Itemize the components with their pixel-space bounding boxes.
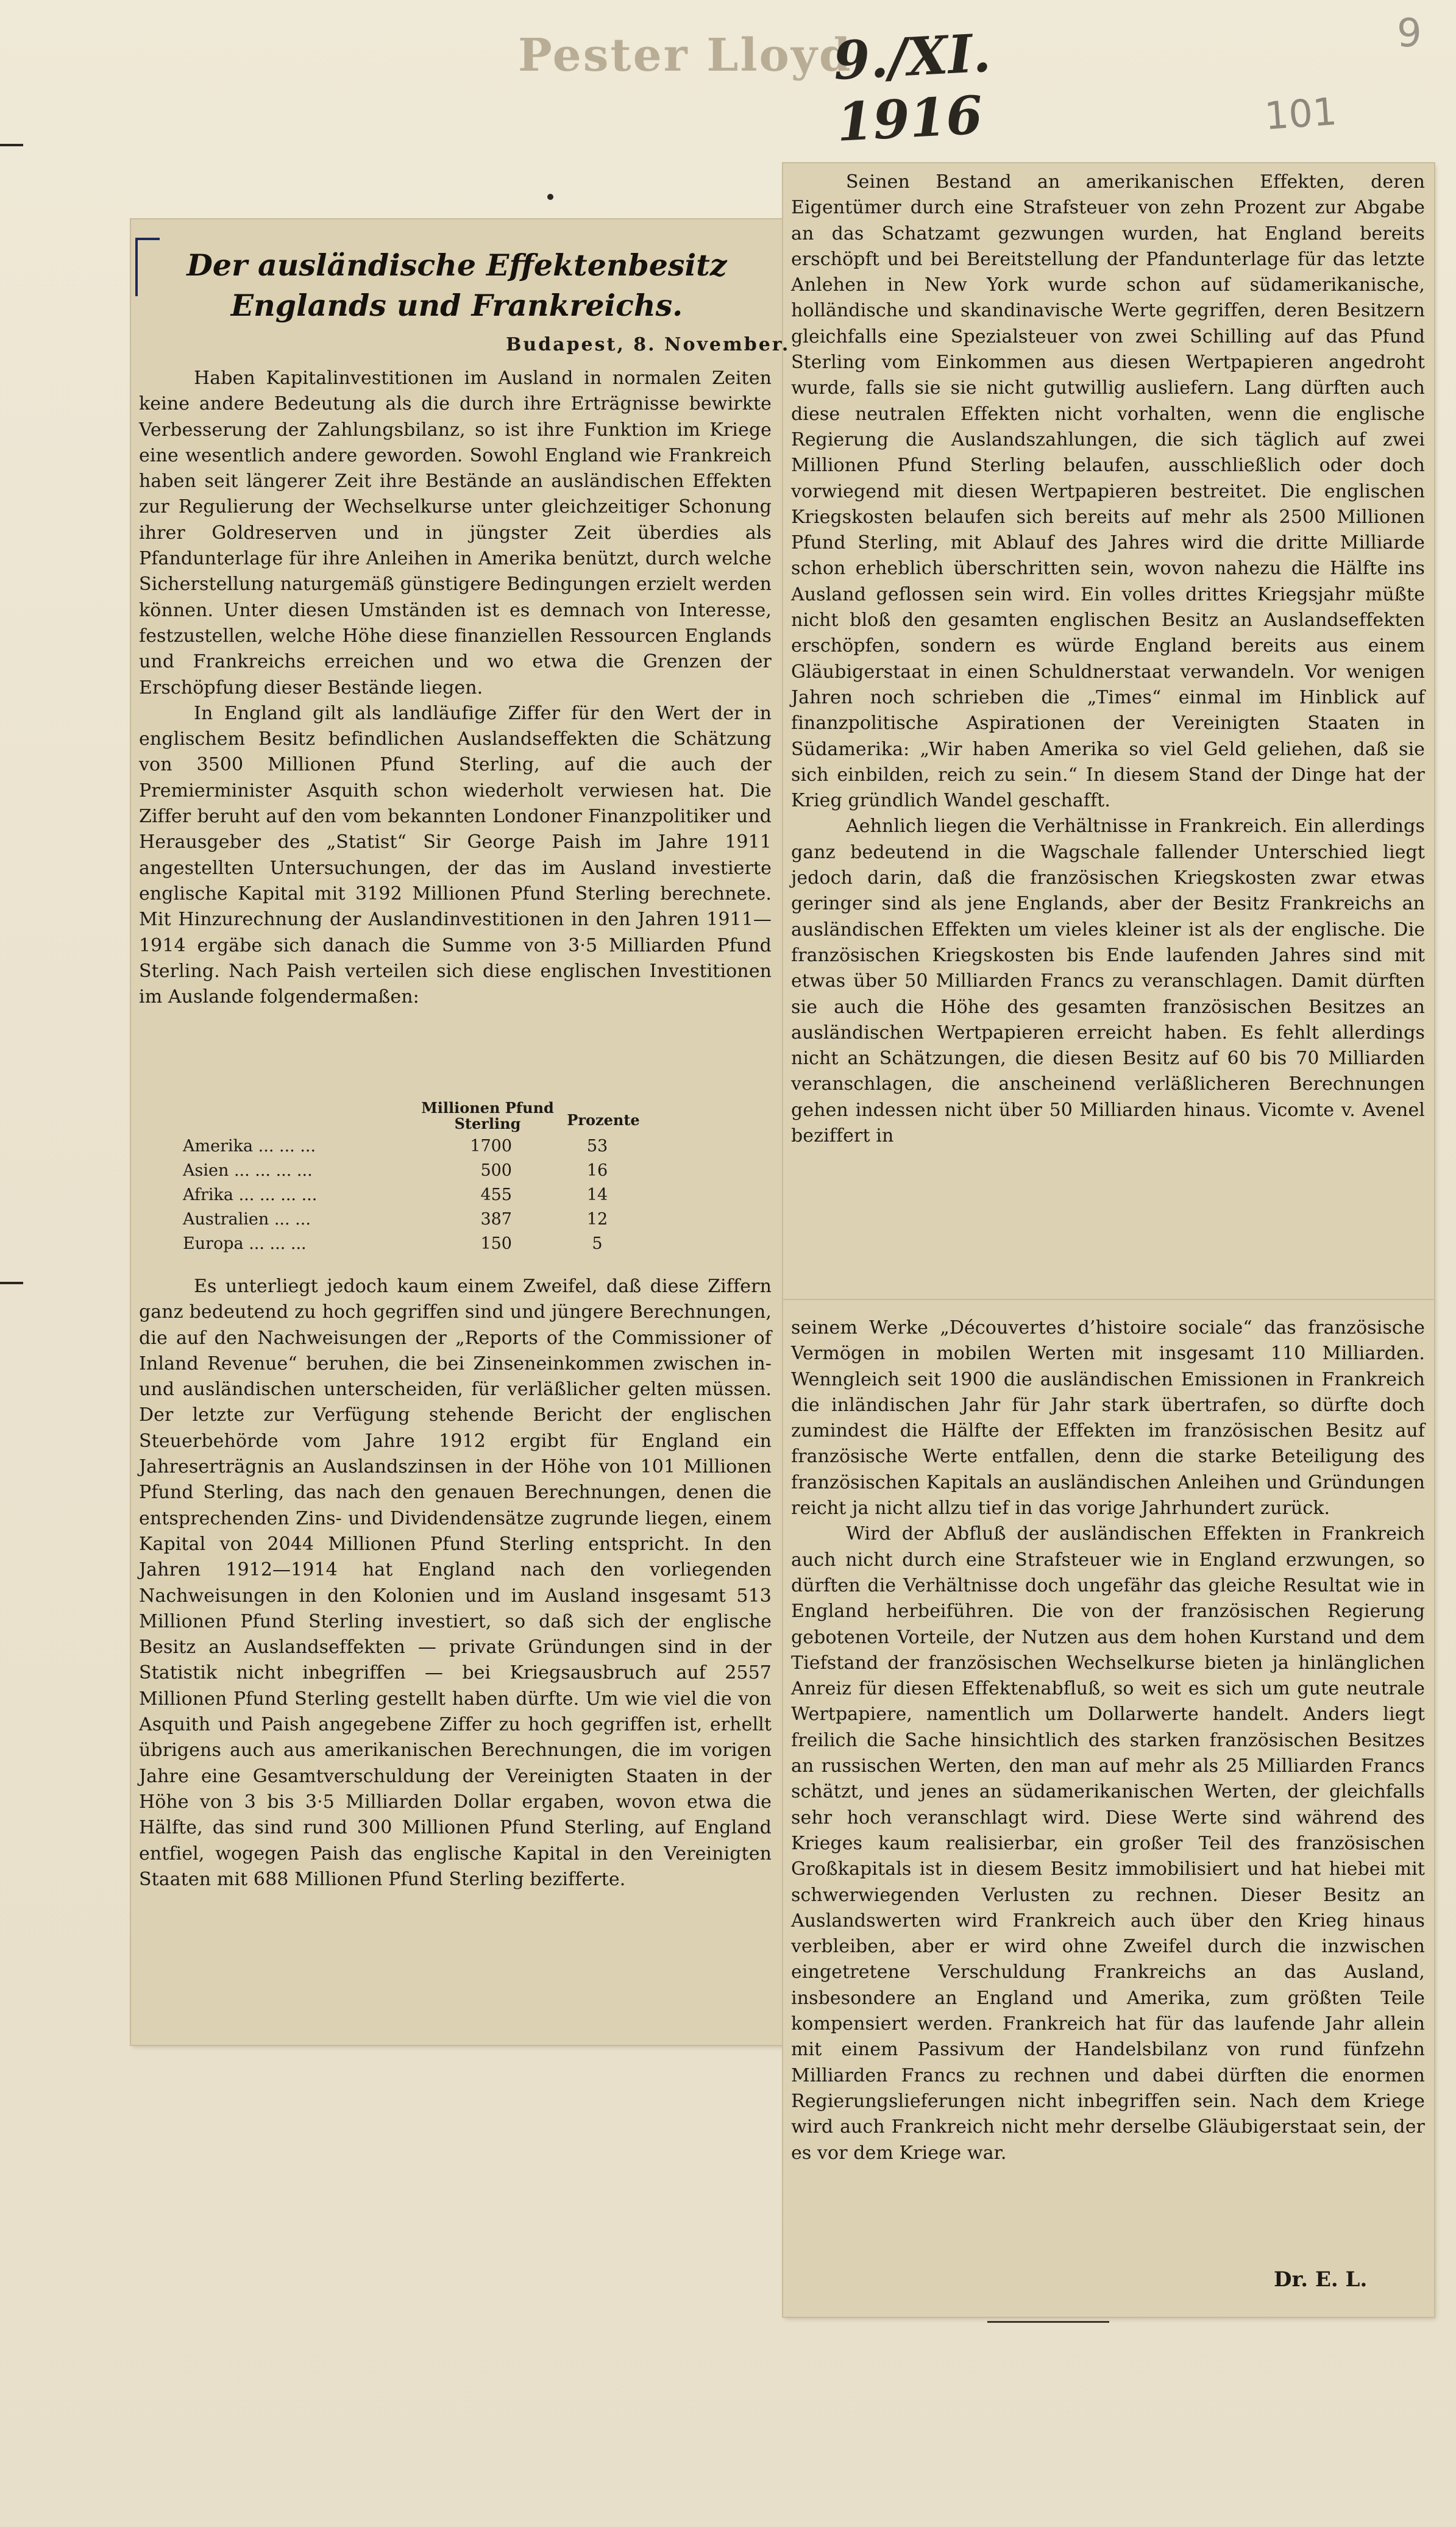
paragraph: Wird der Abfluß der ausländischen Effekten in Frankreich auch nicht durch eine Strafsteuer wie in England erzwungen, so dürften die Verhältnisse doch ungefähr das gleiche Resultat wie in England herbeiführen. Die von der französischen Regierung gebotenen Vorteile, der Nutzen aus dem hohen Kurstand und dem Tiefstand der französischen Wechselkurse bieten ja hinlänglichen Anreiz für diesen Effektenabfluß, so weit es sich um gute neutrale Wertpapiere, namentlich um Dollarwerte handelt. Anders liegt freilich die Sache hinsichtlich des starken französischen Besitzes an russischen Werten, den man auf mehr als 25 Milliarden Francs schätzt, und jenes an südamerikanischen Werten, der gleichfalls sehr hoch veranschlagt wird. Diese Werte sind während des Krieges kaum realisierbar, ein großer Teil des französischen Großkapitals ist in diesem Besitz immobilisiert und hat hiebei mit schwerwiegenden Verlusten zu rechnen. Dieser Besitz an Auslandswerten wird Frankreich auch über den Krieg hinaus verbleiben, aber er wird ohne Zweifel durch die inzwischen eingetretene Verschuldung Frankreichs an das Ausland, insbesondere an England und Amerika, zum größten Teile kompensiert werden. Frankreich hat für das laufende Jahr allein mit einem Passivum der Handelsbilanz von rund fünfzehn Milliarden Francs zu rechnen und dabei dürften die enormen Regierungslieferungen nicht inbegriffen sein. Nach dem Kriege wird auch Frankreich nicht mehr derselbe Gläubigerstaat sein, der es vor dem Kriege war.	[791, 1523, 1425, 2164]
closing-rule	[987, 2321, 1109, 2323]
table-row	[183, 1210, 670, 1237]
table-row	[183, 1185, 670, 1212]
paragraph: Seinen Bestand an amerikanischen Effekten, deren Eigentümer durch eine Strafsteuer von zehn Prozent zur Abgabe an das Schatzamt gezwungen wurden, hat England bereits erschöpft und bei Bereitstellung der Pfandunterlage für das letzte Anlehen in New York wurde schon auf südamerikanische, holländische und skandinavische Werte gegriffen, deren Besitzern gleichfalls eine Spezialsteuer von zwei Schilling auf das Pfund Sterling vom Einkommen aus diesen Wertpapieren angedroht wurde, falls sie sie nicht gutwillig ausliefern. Lang dürften auch diese neutralen Effekten nicht vorhalten, wenn die englische Regierung die Auslandszahlungen, die sich täglich auf zwei Millionen Pfund Sterling belaufen, ausschließlich oder doch vorwiegend mit diesen Wertpapieren bestreitet. Die englischen Kriegskosten belaufen sich bereits auf mehr als 2500 Millionen Pfund Sterling, mit Ablauf des Jahres wird die dritte Milliarde schon erheblich überschritten sein, wovon nahezu die Hälfte ins Ausland geflossen sein wird. Ein volles drittes Kriegsjahr müßte nicht bloß den gesamten englischen Besitz an Auslandseffekten erschöpfen, sondern es würde England bereits aus einem Gläubigerstaat in einen Schuldnerstaat verwandeln. Vor wenigen Jahren noch schrieben die „Times“ einmal im Hinblick auf finanzpolitische Aspirationen der Vereinigten Staaten in Südamerika: „Wir haben Amerika so viel Geld geliehen, daß sie sich einbilden, reich zu sein.“ In diesem Stand der Dinge hat der Krieg gründlich Wandel geschafft.	[791, 171, 1425, 812]
table-row	[183, 1161, 670, 1188]
table-cell-percent: 14	[586, 1185, 608, 1204]
table-cell-percent: 53	[586, 1137, 608, 1156]
table-cell-millions: 150	[480, 1234, 512, 1253]
margin-mark	[0, 1282, 23, 1284]
table-cell-percent: 5	[592, 1234, 603, 1253]
paragraph: seinem Werke „Découvertes d’histoire sociale“ das französische Vermögen in mobilen Werten mit insgesamt 110 Milliarden. Wenngleich seit 1900 die ausländischen Emissionen in Frankreich die inländischen Jahr für Jahr stark übertrafen, so dürfte doch zumindest die Hälfte der Effekten im französischen Besitz auf französische Werte entfallen, denn die starke Beteiligung des französischen Kapitals an ausländischen Anleihen und Gründungen reicht ja nicht allzu tief in das vorige Jahrhundert zurück.	[791, 1317, 1425, 1519]
table-row	[183, 1137, 670, 1164]
right-column-text-2	[791, 1315, 1425, 2166]
right-column-text-1	[791, 169, 1425, 1149]
pin-mark	[547, 194, 553, 200]
paragraph: Es unterliegt jedoch kaum einem Zweifel, daß diese Ziffern ganz bedeutend zu hoch gegriffen sind und jüngere Berechnungen, die auf den Nachweisungen der „Reports of the Commissioner of Inland Revenue“ beruhen, die bei Zinseneinkommen zwischen in- und ausländischen unterscheiden, für verläßlicher gelten müssen. Der letzte zur Verfügung stehende Bericht der englischen Steuerbehörde vom Jahre 1912 ergibt für England ein Jahreserträgnis an Auslandszinsen in der Höhe von 101 Millionen Pfund Sterling, das nach den genauen Berechnungen, denen die entsprechenden Zins- und Dividendensätze zugrunde liegen, einem Kapital von 2044 Millionen Pfund Sterling entspricht. In den Jahren 1912—1914 hat England nach den vorliegenden Nachweisungen in den Kolonien und im Ausland insgesamt 513 Millionen Pfund Sterling investiert, so daß sich der englische Besitz an Auslandseffekten — private Gründungen sind in der Statistik nicht inbegriffen — bei Kriegsausbruch auf 2557 Millionen Pfund Sterling gestellt haben dürfte. Um wie viel die von Asquith und Paish angegebene Ziffer zu hoch gegriffen ist, erhellt übrigens auch aus amerikanischen Berechnungen, die im vorigen Jahre eine Gesamtverschuldung der Vereinigten Staaten in der Höhe von 3 bis 3·5 Milliarden Dollar ergaben, wovon etwa die Hälfte, das sind rund 300 Millionen Pfund Sterling, auf England entfiel, wogegen Paish das englische Kapital in den Vereinigten Staaten mit 688 Millionen Pfund Sterling bezifferte.	[139, 1276, 772, 1890]
left-column-text-2	[139, 1274, 772, 1893]
clipping-header	[518, 22, 1067, 154]
table-cell-millions: 500	[480, 1161, 512, 1180]
table-header-millions: Millionen Pfund Sterling	[421, 1099, 554, 1132]
paragraph: Haben Kapitalinvestitionen im Ausland in normalen Zeiten keine andere Bedeutung als die durch ihre Erträgnisse bewirkte Verbesserung der Zahlungsbilanz, so ist ihre Funktion im Kriege eine wesentlich andere geworden. Sowohl England wie Frankreich haben seit längerer Zeit ihre Bestände an ausländischen Effekten zur Regulierung der Wechselkurse unter gleichzeitiger Schonung ihrer Goldreserven und in jüngster Zeit überdies als Pfandunterlage für ihre Anleihen in Amerika benützt, durch welche Sicherstellung naturgemäß günstigere Bedingungen erzielt werden können. Unter diesen Umständen ist es demnach von Interesse, festzustellen, welche Höhe diese finanziellen Ressourcen Englands und Frankreichs erreichen und wo etwa die Grenzen der Erschöpfung dieser Bestände liegen.	[139, 368, 772, 698]
table-cell-region: Afrika ... ... ... ...	[183, 1185, 318, 1204]
page-number: 9	[1397, 11, 1422, 56]
handwritten-date: 9./XI. 1916	[831, 22, 993, 154]
article-dateline: Budapest, 8. November.	[506, 334, 790, 355]
table-cell-region: Amerika ... ... ...	[183, 1137, 316, 1156]
table-cell-millions: 455	[480, 1185, 512, 1204]
table-cell-millions: 387	[480, 1210, 512, 1229]
archive-number: 101	[1263, 88, 1338, 139]
table-cell-millions: 1700	[470, 1137, 512, 1156]
article-byline: Dr. E. L.	[1274, 2267, 1368, 2292]
table-row	[183, 1234, 670, 1261]
table-header-percent: Prozente	[567, 1111, 640, 1129]
table-cell-percent: 12	[586, 1210, 608, 1229]
table-cell-percent: 16	[586, 1161, 608, 1180]
table-cell-region: Asien ... ... ... ...	[183, 1161, 313, 1180]
left-column-text-1	[139, 366, 772, 1010]
table-cell-region: Australien ... ...	[183, 1210, 311, 1229]
paragraph: Aehnlich liegen die Verhältnisse in Frankreich. Ein allerdings ganz bedeutend in die Wagschale fallender Unterschied liegt jedoch darin, daß die französischen Kriegskosten zwar etwas geringer sind als jene Englands, aber der Besitz Frankreichs an ausländischen Effekten um vieles kleiner ist als der englische. Die französischen Kriegskosten bis Ende laufenden Jahres sind mit etwas über 50 Milliarden Francs zu veranschlagen. Damit dürften sie auch die Höhe des gesamten französischen Besitzes an ausländischen Wertpapieren erreicht haben. Es fehlt allerdings nicht an Schätzungen, die diesen Besitz auf 60 bis 70 Milliarden veranschlagen, die anscheinend verläßlicheren Berechnungen gehen indessen nicht über 50 Milliarden hinaus. Vicomte v. Avenel beziffert in	[791, 816, 1425, 1146]
article-title: Der ausländische Effektenbesitz Englands und Frankreichs.	[186, 247, 727, 323]
table-cell-region: Europa ... ... ...	[183, 1234, 307, 1253]
publication-stamp: Pester Lloyd	[518, 29, 853, 82]
margin-mark	[0, 144, 23, 146]
investment-table	[183, 1100, 670, 1262]
paragraph: In England gilt als landläufige Ziffer für den Wert der in englischem Besitz befindlichen Auslandseffekten die Schätzung von 3500 Millionen Pfund Sterling, auf die auch der Premierminister Asquith schon wiederholt verwiesen hat. Die Ziffer beruht auf den vom bekannten Londoner Finanzpolitiker und Herausgeber des „Statist“ Sir George Paish im Jahre 1911 angestellten Untersuchungen, der das im Ausland investierte englische Kapital mit 3192 Millionen Pfund Sterling berechnete. Mit Hinzurechnung der Auslandinvestitionen in den Jahren 1911—1914 ergäbe sich danach die Summe von 3·5 Milliarden Pfund Sterling. Nach Paish verteilen sich diese englischen Investitionen im Auslande folgendermaßen:	[139, 702, 772, 1008]
